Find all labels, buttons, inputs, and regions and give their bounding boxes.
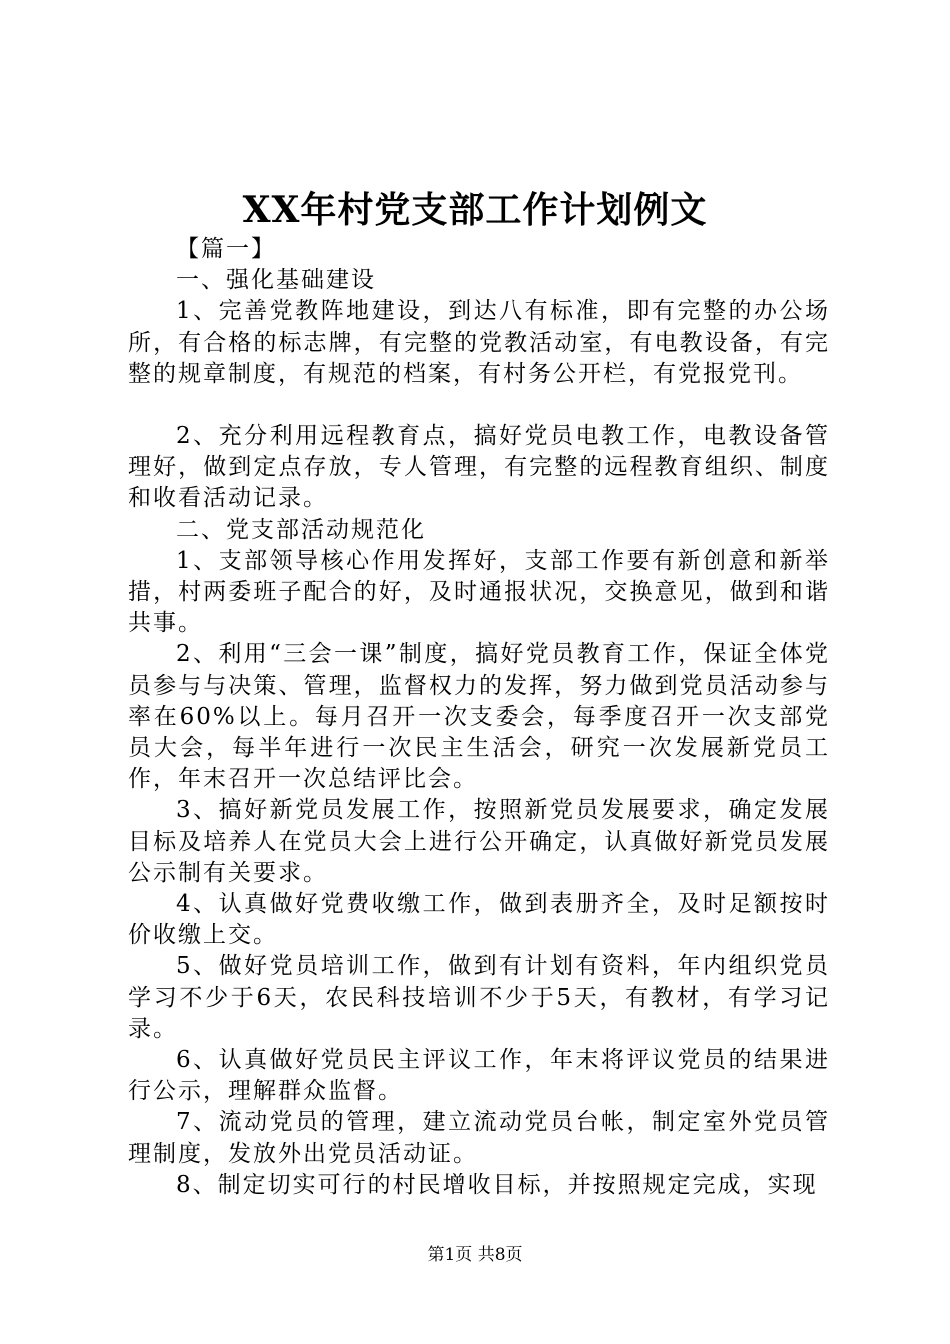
paragraph: 6、认真做好党员民主评议工作，年末将评议党员的结果进行公示，理解群众监督。: [128, 1047, 830, 1105]
document-body: [128, 234, 830, 1201]
paragraph: 7、流动党员的管理，建立流动党员台帐，制定室外党员管理制度，发放外出党员活动证。: [128, 1109, 830, 1167]
section-tag: 【篇一】: [176, 236, 276, 262]
section-heading: 二、党支部活动规范化: [176, 516, 426, 543]
paragraph: 1、完善党教阵地建设，到达八有标准，即有完整的办公场所，有合格的标志牌，有完整的党教活动室，有电教设备，有完整的规章制度，有规范的档案，有村务公开栏，有党报党刊。: [128, 298, 830, 387]
paragraph: 5、做好党员培训工作，做到有计划有资料，年内组织党员学习不少于6天，农民科技培训不少于5天，有教材，有学习记录。: [128, 953, 830, 1042]
page-footer: 第1页 共8页: [427, 1245, 523, 1265]
section-heading: 一、强化基础建设: [176, 267, 376, 294]
paragraph: 2、充分利用远程教育点，搞好党员电教工作，电教设备管理好，做到定点存放，专人管理，有完整的远程教育组织、制度和收看活动记录。: [128, 423, 830, 512]
paragraph: 3、搞好新党员发展工作，按照新党员发展要求，确定发展目标及培养人在党员大会上进行公开确定，认真做好新党员发展公示制有关要求。: [128, 797, 830, 886]
paragraph: 8、制定切实可行的村民增收目标，并按照规定完成，实现: [176, 1171, 818, 1198]
paragraph: 1、支部领导核心作用发挥好，支部工作要有新创意和新举措，村两委班子配合的好，及时通报状况，交换意见，做到和谐共事。: [128, 547, 830, 637]
paragraph: 4、认真做好党费收缴工作，做到表册齐全，及时足额按时价收缴上交。: [128, 891, 830, 949]
document-title: XX年村党支部工作计划例文: [242, 189, 708, 231]
paragraph: 2、利用“三会一课”制度，搞好党员教育工作，保证全体党员参与与决策、管理，监督权力的发挥，努力做到党员活动参与率在60%以上。每月召开一次支委会，每季度召开一次支部党员大会，每半年进行一次民主生活会，研究一次发展新党员工作，年末召开一次总结评比会。: [128, 641, 830, 793]
